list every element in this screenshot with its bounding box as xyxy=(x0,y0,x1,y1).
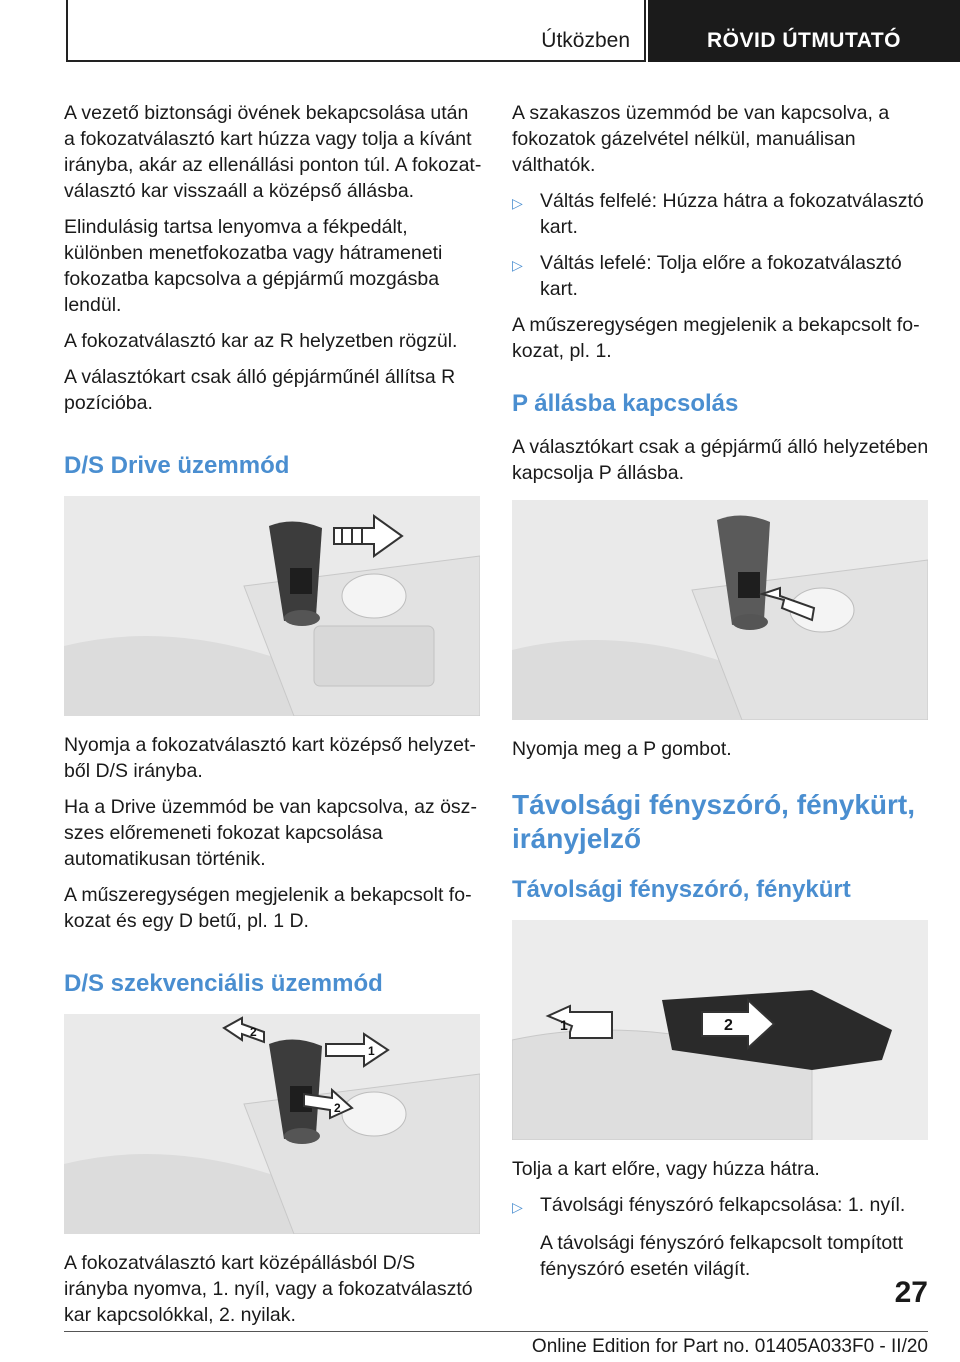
header-section-box xyxy=(66,0,646,62)
subheading-high-beam: Távolsági fényszóró, fénykürt xyxy=(512,876,851,903)
paragraph: Ha a Drive üzemmód be van kapcsolva, az öszszes előremeneti fokozat kapcsolása automatikusan történik. xyxy=(64,796,477,870)
paragraph: A műszeregységen megjelenik a bekapcsolt fokozat és egy D betű, pl. 1 D. xyxy=(64,884,472,932)
paragraph: Nyomja meg a P gombot. xyxy=(512,738,732,760)
header-chapter-title: RÖVID ÚTMUTATÓ xyxy=(706,29,902,52)
page-header xyxy=(66,0,960,64)
triangle-right-icon: ▷ xyxy=(512,1199,523,1215)
triangle-right-icon: ▷ xyxy=(512,195,523,211)
arrow-label: 1 xyxy=(368,1044,375,1058)
footer-edition: Online Edition for Part no. 01405A033F0 - II/20 xyxy=(531,1336,928,1357)
header-section-title: Útközben xyxy=(541,29,630,52)
bullet-text: Távolsági fényszóró felkapcsolása: 1. nyíl. xyxy=(540,1194,906,1216)
park-button-illustration xyxy=(512,500,928,720)
bullet-text: Váltás lefelé: Tolja előre a fokozatválasztó kart. xyxy=(540,252,902,300)
page-number: 27 xyxy=(894,1276,928,1309)
arrow-label: 2 xyxy=(250,1025,257,1039)
paragraph: A szakaszos üzemmód be van kapcsolva, a fokozatok gázelvétel nélkül, manuálisan válthatók. xyxy=(512,102,890,176)
light-stalk-illustration xyxy=(512,920,928,1140)
paragraph: A fokozatválasztó kart középállásból D/S irányba nyomva, 1. nyíl, vagy a fokozatválasztó kar kapcsolókkal, 2. nyilak. xyxy=(64,1252,473,1326)
bullet-text: Váltás felfelé: Húzza hátra a fokozatválasztó kart. xyxy=(540,190,924,238)
triangle-right-icon: ▷ xyxy=(512,257,523,273)
paragraph: A választókart csak álló gépjárműnél állítsa R pozícióba. xyxy=(64,366,456,414)
paragraph: A vezető biztonsági övének bekapcsolása után a fokozatválasztó kart húzza vagy tolja a kívánt irányba, akár az ellenállási ponton túl. A fokozatválasztó kar visszaáll a középső állásba. xyxy=(64,102,482,202)
arrow-label: 1 xyxy=(560,1017,568,1033)
paragraph: Nyomja a fokozatválasztó kart középső helyzetből D/S irányba. xyxy=(64,734,476,782)
header-chapter-box xyxy=(648,0,960,62)
section-heading-drive: D/S Drive üzemmód xyxy=(64,452,290,479)
gear-selector-drive-illustration xyxy=(64,496,480,716)
section-heading-park: P állásba kapcsolás xyxy=(512,390,739,417)
left-column xyxy=(64,100,484,1338)
bullet-item xyxy=(512,250,932,302)
arrow-label: 2 xyxy=(334,1101,341,1115)
indented-paragraph: A távolsági fényszóró felkapcsolt tompított fényszóró esetén világít. xyxy=(540,1232,904,1280)
paragraph: A fokozatválasztó kar az R helyzetben rögzül. xyxy=(64,330,458,352)
gear-selector-sequential-illustration xyxy=(64,1014,480,1234)
paragraph: A választókart csak a gépjármű álló helyzetében kapcsolja P állásba. xyxy=(512,436,929,484)
paragraph: Elindulásig tartsa lenyomva a fékpedált, különben menetfokozatba vagy hátrameneti fokozatba kapcsolva a gépjármű mozgásba lendül. xyxy=(64,216,443,316)
right-column xyxy=(512,100,932,1292)
footer-divider xyxy=(64,1331,928,1332)
paragraph: A műszeregységen megjelenik a bekapcsolt fokozat, pl. 1. xyxy=(512,314,920,362)
bullet-item xyxy=(512,1192,932,1220)
paragraph: Tolja a kart előre, vagy húzza hátra. xyxy=(512,1158,820,1180)
arrow-label: 2 xyxy=(724,1017,733,1034)
bullet-item xyxy=(512,188,932,240)
section-heading-sequential: D/S szekvenciális üzemmód xyxy=(64,970,383,997)
section-heading-high-beam: Távolsági fényszóró, fénykürt, irányjelző xyxy=(512,789,915,854)
